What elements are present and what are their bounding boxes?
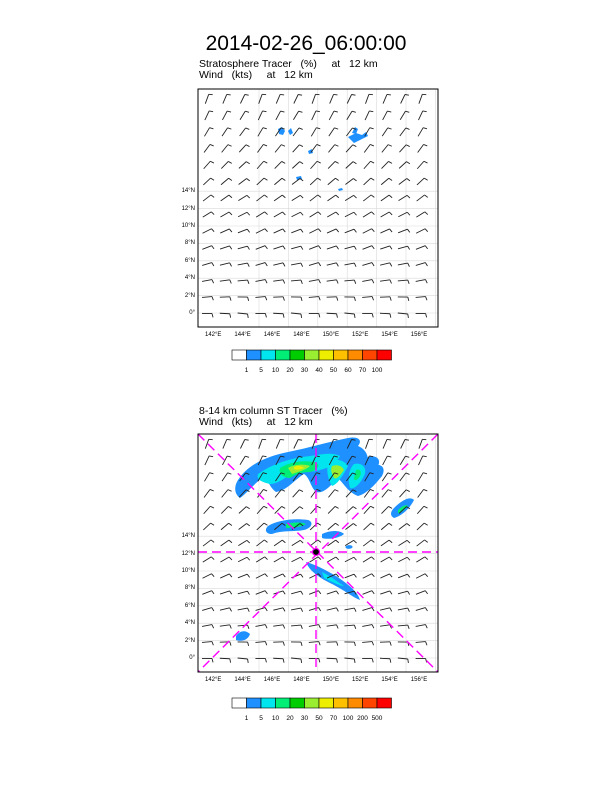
lon-tick-label: 148°E xyxy=(293,677,310,683)
lat-tick-label: 2°N xyxy=(184,292,195,299)
lat-tick-label: 8°N xyxy=(184,240,195,247)
colorbar-label: 20 xyxy=(286,715,294,722)
colorbar-swatch xyxy=(290,350,305,360)
lat-tick-label: 14°N xyxy=(181,533,195,540)
colorbar-swatch xyxy=(377,698,392,708)
colorbar-label: 5 xyxy=(259,715,263,722)
colorbar-swatch xyxy=(261,698,276,708)
colorbar-swatch xyxy=(305,350,320,360)
colorbar-label: 10 xyxy=(271,715,280,722)
panel-bottom-map xyxy=(198,434,438,672)
lon-tick-label: 156°E xyxy=(410,677,428,683)
colorbar-swatch xyxy=(247,350,262,360)
colorbar-label: 1 xyxy=(244,367,249,374)
panel-bottom-title-line2: Wind (kts) at 12 km xyxy=(199,416,313,428)
colorbar-label: 30 xyxy=(300,367,309,374)
lat-tick-label: 6°N xyxy=(184,257,195,264)
lon-tick-label: 152°E xyxy=(352,332,369,338)
colorbar-swatch xyxy=(363,698,378,708)
colorbar-label: 30 xyxy=(300,715,309,722)
lon-tick-label: 154°E xyxy=(381,677,398,683)
panel-top-title-line1: Stratosphere Tracer (%) at 12 km xyxy=(199,58,378,70)
colorbar-label: 1 xyxy=(244,715,249,722)
colorbar-label: 10 xyxy=(271,367,280,374)
center-marker xyxy=(313,549,320,556)
colorbar-label: 50 xyxy=(315,715,323,722)
colorbar-label: 50 xyxy=(329,367,338,374)
panel-top-title-line2: Wind (kts) at 12 km xyxy=(199,69,313,81)
lat-tick-label: 6°N xyxy=(184,602,195,609)
colorbar-label: 70 xyxy=(358,367,367,374)
figure-title: 2014-02-26_06:00:00 xyxy=(205,32,407,55)
panel-top-colorbar xyxy=(232,349,402,361)
lon-tick-label: 146°E xyxy=(263,677,281,683)
colorbar-swatch xyxy=(232,698,247,708)
colorbar-label: 70 xyxy=(329,715,338,722)
panel-top-map xyxy=(198,89,438,327)
colorbar-swatch xyxy=(319,698,334,708)
colorbar-label: 60 xyxy=(344,367,352,374)
lat-tick-label: 14°N xyxy=(181,188,195,195)
lon-tick-label: 152°E xyxy=(352,677,369,683)
lat-tick-label: 4°N xyxy=(184,275,195,282)
colorbar-label: 20 xyxy=(286,367,294,374)
lat-tick-label: 10°N xyxy=(181,223,195,229)
lat-tick-label: 10°N xyxy=(181,568,195,574)
lat-tick-label: 4°N xyxy=(184,620,195,627)
colorbar-swatch xyxy=(305,698,320,708)
colorbar-label: 100 xyxy=(342,715,354,722)
colorbar-label: 5 xyxy=(259,367,263,374)
colorbar-swatch xyxy=(334,350,349,360)
panel-bottom-colorbar xyxy=(232,697,402,709)
colorbar-swatch xyxy=(290,698,305,708)
colorbar-swatch xyxy=(363,350,378,360)
colorbar-swatch xyxy=(348,350,363,360)
lat-tick-label: 0° xyxy=(189,310,195,316)
lat-tick-label: 8°N xyxy=(184,585,195,592)
lat-tick-label: 2°N xyxy=(184,637,195,644)
lat-tick-label: 0° xyxy=(189,655,195,661)
colorbar-swatch xyxy=(261,350,276,360)
colorbar-swatch xyxy=(276,698,291,708)
colorbar-label: 100 xyxy=(371,367,383,374)
lon-tick-label: 148°E xyxy=(293,332,310,338)
colorbar-swatch xyxy=(276,350,291,360)
lat-tick-label: 12°N xyxy=(181,205,195,212)
colorbar-label: 200 xyxy=(357,715,368,722)
colorbar-label: 40 xyxy=(315,367,323,374)
lon-tick-label: 150°E xyxy=(322,332,340,338)
lon-tick-label: 146°E xyxy=(263,332,281,338)
panel-bottom-title-line1: 8-14 km column ST Tracer (%) xyxy=(199,405,348,417)
colorbar-swatch xyxy=(247,698,262,708)
colorbar-swatch xyxy=(334,698,349,708)
lon-tick-label: 144°E xyxy=(234,332,251,338)
lon-tick-label: 144°E xyxy=(234,677,251,683)
colorbar-label: 500 xyxy=(371,715,383,722)
lon-tick-label: 142°E xyxy=(205,332,222,338)
lat-tick-label: 12°N xyxy=(181,550,195,557)
colorbar-swatch xyxy=(232,350,247,360)
lon-tick-label: 150°E xyxy=(322,677,340,683)
lon-tick-label: 154°E xyxy=(381,332,398,338)
colorbar-swatch xyxy=(377,350,392,360)
colorbar-swatch xyxy=(319,350,334,360)
lon-tick-label: 142°E xyxy=(205,677,222,683)
lon-tick-label: 156°E xyxy=(410,332,428,338)
colorbar-swatch xyxy=(348,698,363,708)
